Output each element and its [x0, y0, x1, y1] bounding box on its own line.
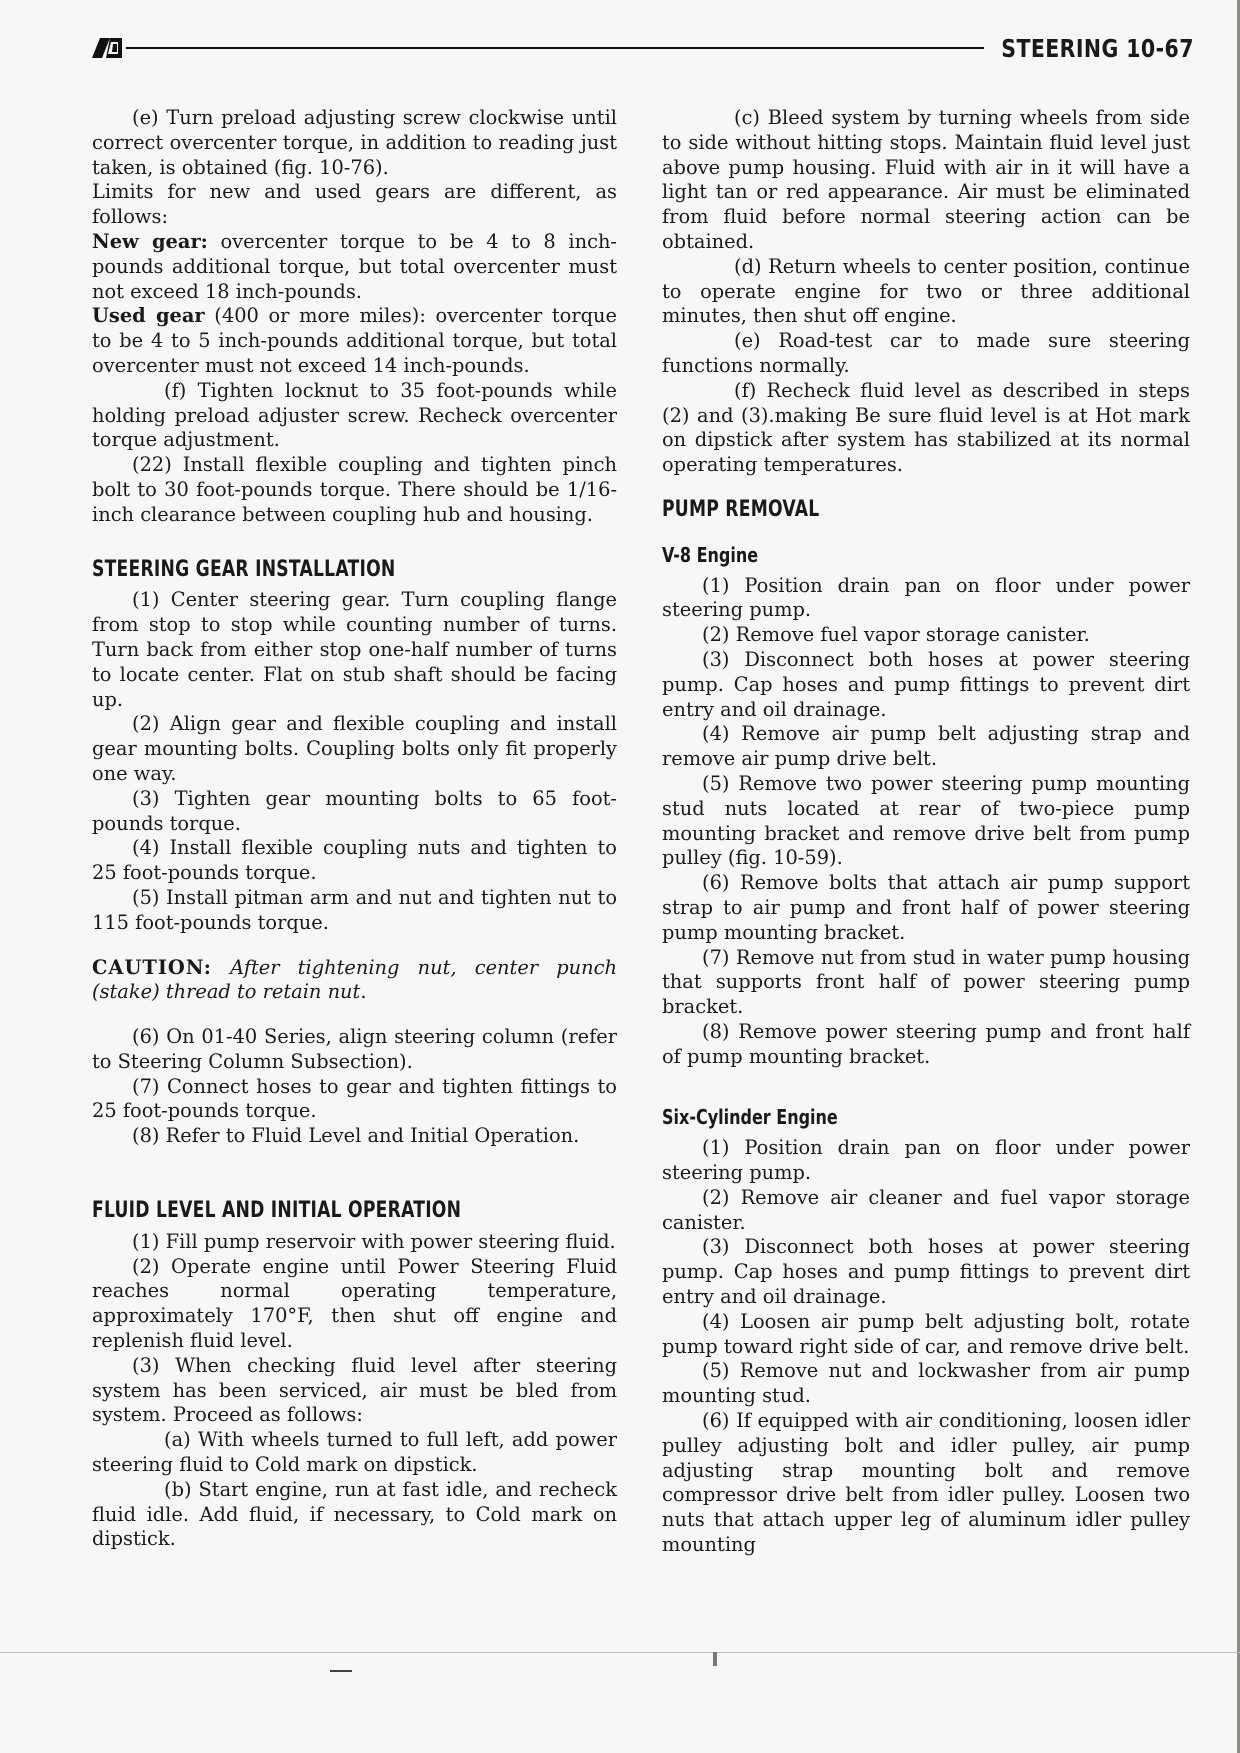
body-paragraph: (6) If equipped with air conditioning, loosen idler pulley adjusting bolt and idler pulley, air pump adjusting strap mounting bolt and remove compressor drive belt from idler pulley. Loosen two nuts that attach upper leg of aluminum idler pulley mounting — [662, 1409, 1190, 1557]
body-paragraph: (e) Turn preload adjusting screw clockwise until correct overcenter torque, in addition to reading just taken, is obtained (fig. 10-76). — [92, 106, 617, 179]
paragraph-text: overcenter torque to be 4 to 8 inch-pounds additional torque, but total overcenter must not exceed 18 inch-pounds. — [92, 229, 617, 303]
body-paragraph: (1) Center steering gear. Turn coupling flange from stop to stop while counting number of turns. Turn back from either stop one-half number of turns to locate center. Flat on stub shaft should be facing up. — [92, 588, 617, 711]
spacer — [662, 478, 1190, 498]
page-bottom-tick — [330, 1670, 352, 1672]
body-paragraph: (2) Operate engine until Power Steering Fluid reaches normal operating temperature, approximately 170°F, then shut off engine and replenish fluid level. — [92, 1254, 617, 1353]
body-paragraph: (c) Bleed system by turning wheels from side to side without hitting stops. Maintain fluid level just above pump housing. Fluid with air in it will have a light tan or red appearance. Air must be eliminated from fluid before normal steering action can be obtained. — [662, 106, 1190, 253]
page-bottom-line — [0, 1652, 1240, 1653]
body-paragraph: (2) Align gear and flexible coupling and install gear mounting bolts. Coupling bolts only fit properly one way. — [92, 712, 617, 785]
body-paragraph: (3) Disconnect both hoses at power steering pump. Cap hoses and pump fittings to prevent dirt entry and oil drainage. — [662, 1235, 1190, 1309]
section-heading: STEERING GEAR INSTALLATION — [92, 556, 396, 582]
body-paragraph: (4) Remove air pump belt adjusting strap and remove air pump drive belt. — [662, 722, 1190, 771]
body-paragraph: (6) On 01-40 Series, align steering column (refer to Steering Column Subsection). — [92, 1025, 617, 1073]
body-paragraph: (5) Remove two power steering pump mounting stud nuts located at rear of two-piece pump mounting bracket and remove drive belt from pump pulley (fig. 10-59). — [662, 771, 1190, 870]
paragraph-lead: CAUTION: — [92, 955, 212, 979]
spacer — [92, 936, 617, 956]
body-paragraph: (3) Tighten gear mounting bolts to 65 foot-pounds torque. — [92, 786, 617, 835]
section-heading: PUMP REMOVAL — [662, 496, 820, 522]
body-paragraph: (8) Remove power steering pump and front half of pump mounting bracket. — [662, 1019, 1190, 1068]
body-paragraph: (d) Return wheels to center position, continue to operate engine for two or three additional minutes, then shut off engine. — [662, 254, 1190, 328]
body-paragraph: (1) Fill pump reservoir with power steering fluid. — [132, 1229, 616, 1253]
paragraph-lead: Used gear — [92, 304, 205, 328]
body-paragraph: (6) Remove bolts that attach air pump support strap to air pump and front half of power steering pump mounting bracket. — [662, 871, 1190, 944]
body-paragraph: (7) Remove nut from stud in water pump housing that supports front half of power steering pump bracket. — [662, 945, 1190, 1019]
body-paragraph: (a) With wheels turned to full left, add power steering fluid to Cold mark on dipstick. — [92, 1428, 617, 1477]
body-paragraph: (8) Refer to Fluid Level and Initial Operation. — [132, 1124, 580, 1148]
spacer — [662, 523, 1190, 543]
body-paragraph: (2) Remove fuel vapor storage canister. — [702, 623, 1090, 647]
body-paragraph: (e) Road-test car to made sure steering functions normally. — [662, 329, 1190, 377]
paragraph-text: (400 or more miles): overcenter torque to be 4 to 5 inch-pounds additional torque, but total overcenter must not exceed 14 inch-pounds. — [92, 304, 618, 377]
amc-logo-icon — [92, 38, 122, 58]
body-paragraph: Limits for new and used gears are different, as follows: — [92, 180, 617, 229]
paragraph-text: After tightening nut, center punch (stake) thread to retain nut. — [92, 955, 617, 1004]
spec-paragraph — [92, 304, 617, 378]
spacer — [92, 1005, 617, 1025]
section-heading: FLUID LEVEL AND INITIAL OPERATION — [92, 1198, 462, 1224]
body-paragraph: (4) Install flexible coupling nuts and tighten to 25 foot-pounds torque. — [92, 836, 617, 885]
body-paragraph: (5) Install pitman arm and nut and tighten nut to 115 foot-pounds torque. — [92, 885, 617, 934]
body-paragraph: (2) Remove air cleaner and fuel vapor storage canister. — [662, 1185, 1190, 1234]
body-paragraph: (4) Loosen air pump belt adjusting bolt, rotate pump toward right side of car, and remove drive belt. — [662, 1309, 1190, 1358]
body-paragraph: (3) Disconnect both hoses at power steering pump. Cap hoses and pump fittings to prevent dirt entry and oil drainage. — [662, 647, 1190, 721]
page-bottom-mark — [713, 1652, 717, 1666]
body-paragraph: (22) Install flexible coupling and tighten pinch bolt to 30 foot-pounds torque. There should be 1/16-inch clearance between coupling hub and housing. — [92, 453, 617, 526]
subsection-heading: Six-Cylinder Engine — [662, 1105, 838, 1130]
caution-note — [92, 956, 617, 1006]
body-paragraph: (b) Start engine, run at fast idle, and recheck fluid idle. Add fluid, if necessary, to Cold mark on dipstick. — [92, 1477, 617, 1551]
page-header — [92, 34, 1194, 66]
body-paragraph: (1) Position drain pan on floor under power steering pump. — [662, 1136, 1190, 1185]
spec-paragraph — [92, 230, 617, 304]
left-column — [92, 106, 617, 1552]
spacer — [92, 1179, 617, 1199]
spacer — [92, 528, 617, 558]
right-column — [662, 106, 1190, 1558]
spacer — [92, 1149, 617, 1179]
paragraph-lead: New gear: — [92, 229, 208, 253]
body-paragraph: (7) Connect hoses to gear and tighten fittings to 25 foot-pounds torque. — [92, 1074, 617, 1123]
spacer — [662, 1069, 1190, 1099]
subsection-heading: V-8 Engine — [662, 542, 759, 567]
body-paragraph: (f) Recheck fluid level as described in steps (2) and (3).making Be sure fluid level is at Hot mark on dipstick after system has stabilized at its normal operating temperatures. — [662, 378, 1190, 477]
body-paragraph: (3) When checking fluid level after steering system has been serviced, air must be bled from system. Proceed as follows: — [92, 1353, 617, 1427]
running-head: STEERING 10-67 — [1001, 34, 1194, 63]
header-rule — [126, 47, 984, 49]
body-paragraph: (1) Position drain pan on floor under power steering pump. — [662, 573, 1190, 622]
body-paragraph: (5) Remove nut and lockwasher from air pump mounting stud. — [662, 1359, 1190, 1408]
body-paragraph: (f) Tighten locknut to 35 foot-pounds while holding preload adjuster screw. Recheck overcenter torque adjustment. — [92, 378, 617, 452]
